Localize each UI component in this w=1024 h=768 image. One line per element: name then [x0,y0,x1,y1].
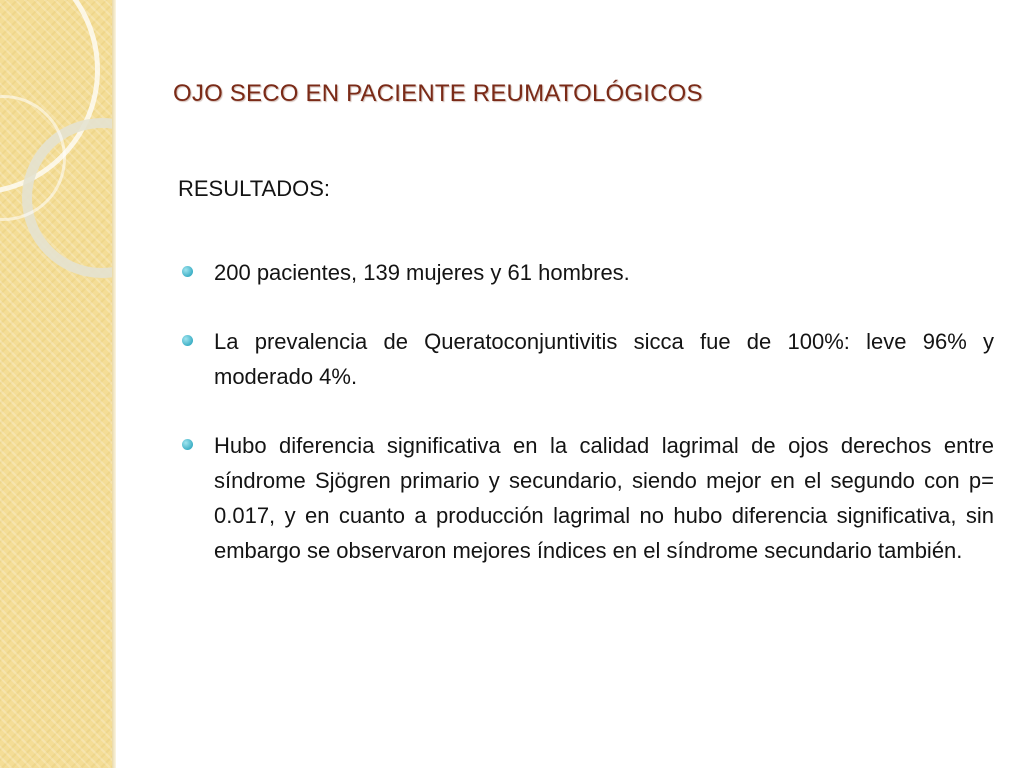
bullet-dot-icon [182,335,193,346]
decorative-side-band [0,0,112,768]
bullet-text: 200 pacientes, 139 mujeres y 61 hombres. [214,260,630,285]
bullet-dot-icon [182,266,193,277]
slide-title: OJO SECO EN PACIENTE REUMATOLÓGICOS [173,80,703,107]
bullet-item [178,428,994,568]
bullet-text: Hubo diferencia significativa en la calidad lagrimal de ojos derechos entre síndrome Sjögren primario y secundario, siendo mejor en el segundo con p= 0.017, y en cuanto a producción lagrimal no hubo diferencia significativa, sin embargo se observaron mejores índices en el síndrome secundario también. [214,433,994,563]
side-band-edge [112,0,116,768]
bullet-item [178,255,994,290]
bullet-text: La prevalencia de Queratoconjuntivitis sicca fue de 100%: leve 96% y moderado 4%. [214,329,994,389]
bullet-list [178,255,994,602]
section-heading: RESULTADOS: [178,176,330,201]
bullet-dot-icon [182,439,193,450]
bullet-item [178,324,994,394]
